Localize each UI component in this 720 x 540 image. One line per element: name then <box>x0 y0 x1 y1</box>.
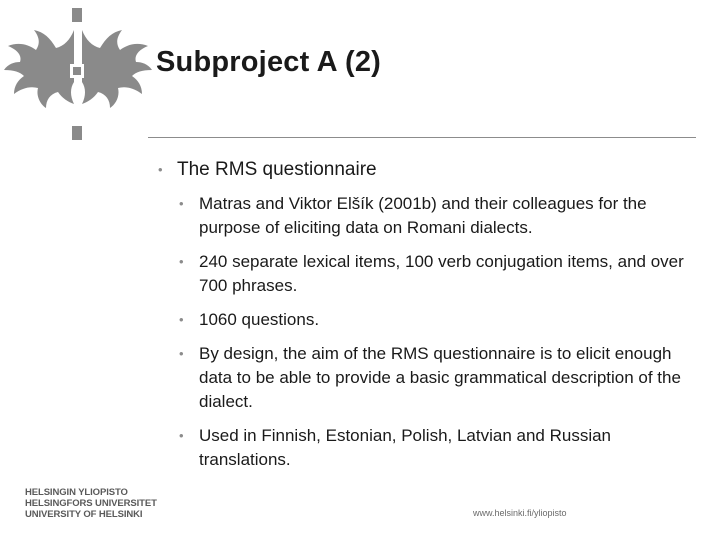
bullet-icon: • <box>158 162 163 177</box>
sub-bullet-text: 240 separate lexical items, 100 verb conjugation items, and over 700 phrases. <box>199 252 684 295</box>
main-bullet-text: The RMS questionnaire <box>177 159 377 180</box>
sub-bullet-text: By design, the aim of the RMS questionnaire is to elicit enough data to be able to provide a basic grammatical description of the dialect. <box>199 344 681 411</box>
sub-bullet-text: 1060 questions. <box>199 310 320 329</box>
bullet-icon: • <box>179 312 184 327</box>
slide-content <box>157 158 702 482</box>
sub-bullet-item <box>179 308 702 332</box>
footer-url: www.helsinki.fi/yliopisto <box>473 508 567 518</box>
university-name-en: UNIVERSITY OF HELSINKI <box>25 509 143 520</box>
bullet-icon: • <box>179 346 184 361</box>
university-name-sv: HELSINGFORS UNIVERSITET <box>25 498 157 509</box>
slide-title: Subproject A (2) <box>156 46 382 78</box>
sub-bullet-item <box>179 342 702 414</box>
sub-bullet-item <box>179 192 702 240</box>
sub-bullet-item <box>179 250 702 298</box>
bullet-icon: • <box>179 254 184 269</box>
bullet-icon: • <box>179 196 184 211</box>
university-wordmark <box>25 487 157 520</box>
main-bullet-item <box>157 158 702 182</box>
title-divider <box>148 137 696 138</box>
sub-bullet-list <box>157 192 702 472</box>
university-name-fi: HELSINGIN YLIOPISTO <box>25 487 128 498</box>
sub-bullet-item <box>179 424 702 472</box>
helsinki-flame-emblem-icon <box>0 0 160 150</box>
bullet-icon: • <box>179 428 184 443</box>
sub-bullet-text: Matras and Viktor Elšík (2001b) and their colleagues for the purpose of eliciting data on Romani dialects. <box>199 194 647 237</box>
sub-bullet-text: Used in Finnish, Estonian, Polish, Latvian and Russian translations. <box>199 426 612 469</box>
